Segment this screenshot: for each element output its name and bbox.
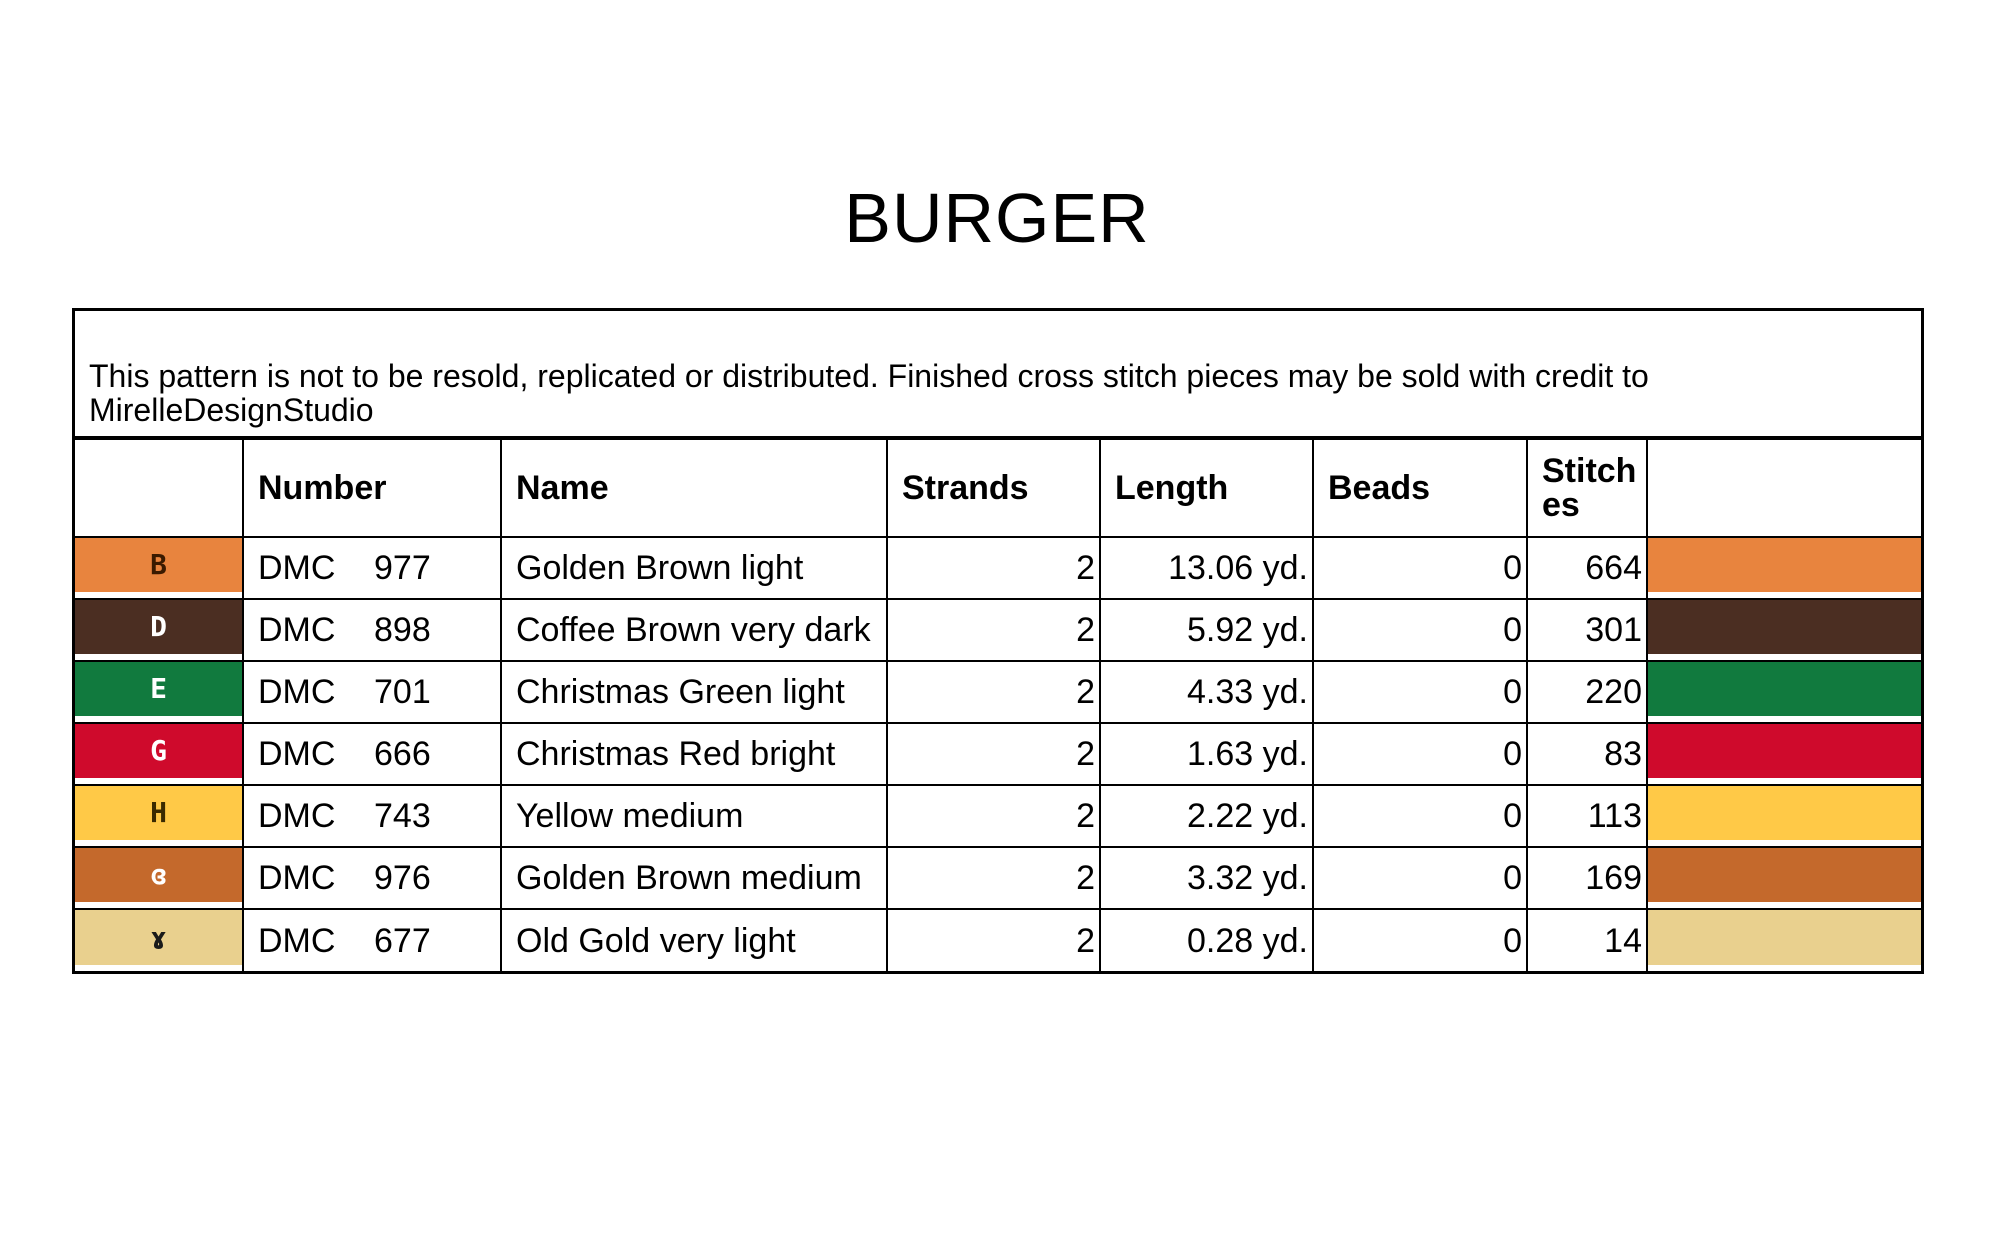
- name-cell: Yellow medium: [501, 785, 887, 847]
- floss-number: 977: [374, 549, 431, 587]
- symbol-glyph: B: [150, 548, 167, 581]
- table-row: [75, 723, 1921, 785]
- beads-cell: 0: [1313, 723, 1527, 785]
- length-cell: 1.63 yd.: [1100, 723, 1313, 785]
- header-row: [75, 440, 1921, 537]
- name-cell: Christmas Red bright: [501, 723, 887, 785]
- brand-label: DMC: [258, 549, 336, 587]
- beads-cell: 0: [1313, 847, 1527, 909]
- symbol-cell: [75, 723, 243, 785]
- number-cell: [243, 785, 501, 847]
- color-swatch: [1648, 538, 1921, 592]
- symbol-cell: [75, 847, 243, 909]
- color-swatch-cell: [1647, 785, 1921, 847]
- color-swatch: [1648, 662, 1921, 716]
- floss-number: 743: [374, 797, 431, 835]
- floss-number: 976: [374, 859, 431, 897]
- symbol-swatch: [75, 724, 242, 778]
- header-stitches: Stitches: [1527, 440, 1647, 537]
- stitches-cell: 169: [1527, 847, 1647, 909]
- symbol-glyph: ɞ: [150, 858, 167, 891]
- symbol-glyph: G: [150, 734, 167, 767]
- symbol-cell: [75, 537, 243, 599]
- symbol-swatch: [75, 600, 242, 654]
- strands-cell: 2: [887, 785, 1100, 847]
- length-cell: 0.28 yd.: [1100, 909, 1313, 971]
- symbol-swatch: [75, 538, 242, 592]
- strands-cell: 2: [887, 599, 1100, 661]
- header-beads: Beads: [1313, 440, 1527, 537]
- name-cell: Golden Brown light: [501, 537, 887, 599]
- beads-cell: 0: [1313, 661, 1527, 723]
- color-swatch: [1648, 724, 1921, 778]
- symbol-glyph: ɤ: [150, 920, 167, 954]
- brand-label: DMC: [258, 921, 336, 960]
- strands-cell: 2: [887, 909, 1100, 971]
- symbol-cell: [75, 661, 243, 723]
- table-row: [75, 785, 1921, 847]
- number-cell: [243, 661, 501, 723]
- brand-label: DMC: [258, 859, 336, 897]
- header-name: Name: [501, 440, 887, 537]
- number-cell: [243, 723, 501, 785]
- beads-cell: 0: [1313, 599, 1527, 661]
- strands-cell: 2: [887, 847, 1100, 909]
- beads-cell: 0: [1313, 909, 1527, 971]
- symbol-glyph: H: [150, 796, 167, 829]
- color-swatch-cell: [1647, 723, 1921, 785]
- brand-label: DMC: [258, 611, 336, 649]
- symbol-glyph: E: [150, 672, 167, 705]
- name-cell: Old Gold very light: [501, 909, 887, 971]
- number-cell: [243, 909, 501, 971]
- beads-cell: 0: [1313, 537, 1527, 599]
- header-strands: Strands: [887, 440, 1100, 537]
- symbol-cell: [75, 909, 243, 971]
- header-number: Number: [243, 440, 501, 537]
- table-row: [75, 537, 1921, 599]
- name-cell: Coffee Brown very dark: [501, 599, 887, 661]
- length-cell: 3.32 yd.: [1100, 847, 1313, 909]
- beads-cell: 0: [1313, 785, 1527, 847]
- symbol-cell: [75, 785, 243, 847]
- color-swatch-cell: [1647, 661, 1921, 723]
- floss-number: 677: [374, 921, 431, 960]
- length-cell: 5.92 yd.: [1100, 599, 1313, 661]
- header-length: Length: [1100, 440, 1313, 537]
- symbol-glyph: D: [150, 610, 167, 643]
- stitches-cell: 220: [1527, 661, 1647, 723]
- table-row: [75, 599, 1921, 661]
- strands-cell: 2: [887, 661, 1100, 723]
- copyright-notice: This pattern is not to be resold, replicated or distributed. Finished cross stitch pieces may be sold with credit to MirelleDesignStudio: [75, 311, 1921, 440]
- length-cell: 2.22 yd.: [1100, 785, 1313, 847]
- length-cell: 13.06 yd.: [1100, 537, 1313, 599]
- number-cell: [243, 537, 501, 599]
- header-symbol: [75, 440, 243, 537]
- brand-label: DMC: [258, 797, 336, 835]
- color-swatch: [1648, 600, 1921, 654]
- stitches-cell: 664: [1527, 537, 1647, 599]
- symbol-swatch: [75, 662, 242, 716]
- strands-cell: 2: [887, 723, 1100, 785]
- color-swatch: [1648, 848, 1921, 902]
- thread-table: [75, 440, 1921, 971]
- name-cell: Golden Brown medium: [501, 847, 887, 909]
- floss-key-table: [72, 308, 1924, 974]
- header-color: [1647, 440, 1921, 537]
- brand-label: DMC: [258, 673, 336, 711]
- color-swatch-cell: [1647, 847, 1921, 909]
- stitches-cell: 113: [1527, 785, 1647, 847]
- table-row: [75, 909, 1921, 971]
- strands-cell: 2: [887, 537, 1100, 599]
- floss-number: 666: [374, 735, 431, 773]
- floss-number: 701: [374, 673, 431, 711]
- brand-label: DMC: [258, 735, 336, 773]
- number-cell: [243, 847, 501, 909]
- color-swatch-cell: [1647, 909, 1921, 971]
- color-swatch: [1648, 910, 1921, 965]
- symbol-swatch: [75, 910, 242, 965]
- stitches-cell: 83: [1527, 723, 1647, 785]
- length-cell: 4.33 yd.: [1100, 661, 1313, 723]
- page-title: BURGER: [844, 179, 1150, 257]
- stitches-cell: 301: [1527, 599, 1647, 661]
- table-row: [75, 661, 1921, 723]
- stitches-cell: 14: [1527, 909, 1647, 971]
- color-swatch: [1648, 786, 1921, 840]
- floss-number: 898: [374, 611, 431, 649]
- color-swatch-cell: [1647, 599, 1921, 661]
- symbol-swatch: [75, 848, 242, 902]
- color-swatch-cell: [1647, 537, 1921, 599]
- symbol-cell: [75, 599, 243, 661]
- symbol-swatch: [75, 786, 242, 840]
- number-cell: [243, 599, 501, 661]
- name-cell: Christmas Green light: [501, 661, 887, 723]
- table-row: [75, 847, 1921, 909]
